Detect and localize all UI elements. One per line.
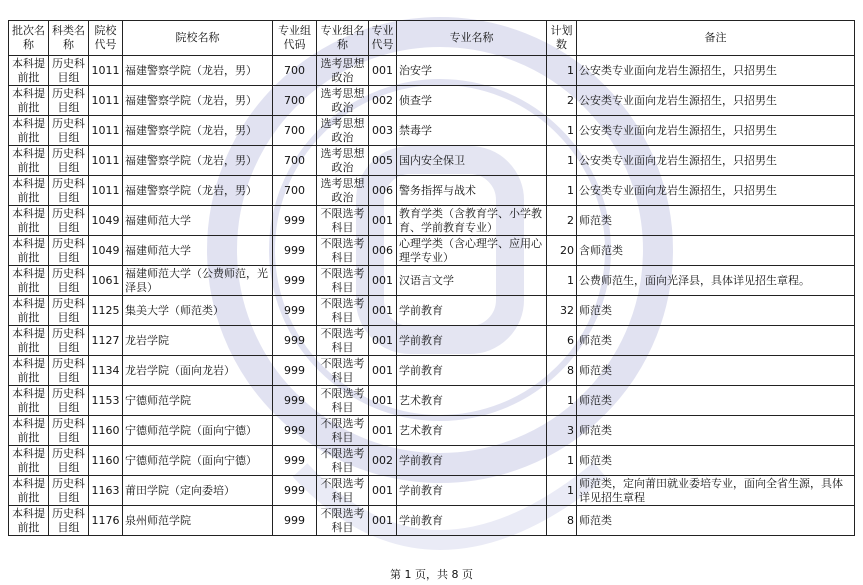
table-row	[9, 116, 855, 146]
remark-cell: 师范类	[577, 446, 855, 476]
remark-cell: 公安类专业面向龙岩生源招生，只招男生	[577, 146, 855, 176]
school-name-cell: 福建警察学院（龙岩，男）	[123, 146, 273, 176]
batch-cell: 本科提前批	[9, 56, 49, 86]
remark-cell: 师范类	[577, 206, 855, 236]
major-code-cell: 001	[369, 296, 397, 326]
school-code-cell: 1163	[89, 476, 123, 506]
remark-cell: 师范类	[577, 326, 855, 356]
major-code-cell: 001	[369, 266, 397, 296]
table-row	[9, 296, 855, 326]
plan-cell: 6	[547, 326, 577, 356]
admission-plan-table	[8, 20, 855, 536]
batch-cell: 本科提前批	[9, 266, 49, 296]
plan-cell: 1	[547, 116, 577, 146]
batch-cell: 本科提前批	[9, 116, 49, 146]
batch-cell: 本科提前批	[9, 236, 49, 266]
subject-cell: 历史科目组	[49, 386, 89, 416]
batch-cell: 本科提前批	[9, 206, 49, 236]
group-name-cell: 不限选考科目	[317, 446, 369, 476]
school-name-cell: 宁德师范学院	[123, 386, 273, 416]
batch-cell: 本科提前批	[9, 446, 49, 476]
table-row	[9, 386, 855, 416]
school-name-cell: 福建师范大学	[123, 206, 273, 236]
school-code-cell: 1011	[89, 146, 123, 176]
major-name-cell: 艺术教育	[397, 386, 547, 416]
group-code-cell: 999	[273, 386, 317, 416]
group-name-cell: 选考思想政治	[317, 56, 369, 86]
plan-cell: 32	[547, 296, 577, 326]
major-code-cell: 001	[369, 386, 397, 416]
group-name-cell: 不限选考科目	[317, 386, 369, 416]
school-code-cell: 1011	[89, 56, 123, 86]
plan-cell: 1	[547, 266, 577, 296]
major-code-cell: 001	[369, 476, 397, 506]
group-code-cell: 999	[273, 506, 317, 536]
school-code-cell: 1011	[89, 176, 123, 206]
group-code-cell: 999	[273, 356, 317, 386]
school-name-cell: 龙岩学院（面向龙岩）	[123, 356, 273, 386]
batch-cell: 本科提前批	[9, 386, 49, 416]
plan-cell: 3	[547, 416, 577, 446]
major-name-cell: 禁毒学	[397, 116, 547, 146]
header-remark: 备注	[577, 21, 855, 56]
group-name-cell: 不限选考科目	[317, 506, 369, 536]
header-group-code: 专业组代码	[273, 21, 317, 56]
group-code-cell: 999	[273, 236, 317, 266]
subject-cell: 历史科目组	[49, 86, 89, 116]
school-name-cell: 宁德师范学院（面向宁德）	[123, 446, 273, 476]
table-row	[9, 56, 855, 86]
school-code-cell: 1160	[89, 416, 123, 446]
major-name-cell: 治安学	[397, 56, 547, 86]
table-row	[9, 416, 855, 446]
subject-cell: 历史科目组	[49, 446, 89, 476]
school-name-cell: 宁德师范学院（面向宁德）	[123, 416, 273, 446]
major-name-cell: 国内安全保卫	[397, 146, 547, 176]
group-name-cell: 不限选考科目	[317, 296, 369, 326]
group-code-cell: 999	[273, 476, 317, 506]
subject-cell: 历史科目组	[49, 56, 89, 86]
school-name-cell: 福建师范大学	[123, 236, 273, 266]
major-code-cell: 001	[369, 326, 397, 356]
plan-cell: 1	[547, 146, 577, 176]
major-code-cell: 003	[369, 116, 397, 146]
table-row	[9, 446, 855, 476]
group-name-cell: 不限选考科目	[317, 326, 369, 356]
school-name-cell: 莆田学院（定向委培）	[123, 476, 273, 506]
batch-cell: 本科提前批	[9, 416, 49, 446]
major-code-cell: 002	[369, 86, 397, 116]
school-code-cell: 1061	[89, 266, 123, 296]
remark-cell: 师范类	[577, 296, 855, 326]
table-header-row	[9, 21, 855, 56]
remark-cell: 公费师范生，面向光泽县，具体详见招生章程。	[577, 266, 855, 296]
group-name-cell: 不限选考科目	[317, 266, 369, 296]
school-name-cell: 福建警察学院（龙岩，男）	[123, 56, 273, 86]
school-code-cell: 1049	[89, 206, 123, 236]
remark-cell: 师范类	[577, 356, 855, 386]
header-group-name: 专业组名称	[317, 21, 369, 56]
major-name-cell: 侦查学	[397, 86, 547, 116]
header-major-name: 专业名称	[397, 21, 547, 56]
subject-cell: 历史科目组	[49, 356, 89, 386]
group-name-cell: 不限选考科目	[317, 356, 369, 386]
school-code-cell: 1011	[89, 116, 123, 146]
group-name-cell: 不限选考科目	[317, 236, 369, 266]
subject-cell: 历史科目组	[49, 326, 89, 356]
school-code-cell: 1160	[89, 446, 123, 476]
remark-cell: 公安类专业面向龙岩生源招生，只招男生	[577, 86, 855, 116]
remark-cell: 师范类，定向莆田就业委培专业，面向全省生源，具体详见招生章程	[577, 476, 855, 506]
remark-cell: 公安类专业面向龙岩生源招生，只招男生	[577, 56, 855, 86]
school-name-cell: 龙岩学院	[123, 326, 273, 356]
batch-cell: 本科提前批	[9, 326, 49, 356]
major-code-cell: 002	[369, 446, 397, 476]
school-name-cell: 泉州师范学院	[123, 506, 273, 536]
plan-cell: 1	[547, 476, 577, 506]
school-code-cell: 1011	[89, 86, 123, 116]
batch-cell: 本科提前批	[9, 296, 49, 326]
group-code-cell: 700	[273, 56, 317, 86]
major-name-cell: 艺术教育	[397, 416, 547, 446]
subject-cell: 历史科目组	[49, 296, 89, 326]
major-name-cell: 汉语言文学	[397, 266, 547, 296]
school-name-cell: 福建警察学院（龙岩，男）	[123, 86, 273, 116]
table-row	[9, 86, 855, 116]
group-code-cell: 700	[273, 86, 317, 116]
table-row	[9, 146, 855, 176]
plan-cell: 1	[547, 176, 577, 206]
table-row	[9, 476, 855, 506]
batch-cell: 本科提前批	[9, 356, 49, 386]
table-row	[9, 326, 855, 356]
major-name-cell: 警务指挥与战术	[397, 176, 547, 206]
remark-cell: 师范类	[577, 506, 855, 536]
group-name-cell: 不限选考科目	[317, 416, 369, 446]
header-school-name: 院校名称	[123, 21, 273, 56]
plan-cell: 1	[547, 386, 577, 416]
table-row	[9, 266, 855, 296]
plan-cell: 1	[547, 446, 577, 476]
major-code-cell: 001	[369, 356, 397, 386]
batch-cell: 本科提前批	[9, 476, 49, 506]
group-name-cell: 选考思想政治	[317, 146, 369, 176]
school-code-cell: 1049	[89, 236, 123, 266]
major-code-cell: 001	[369, 206, 397, 236]
school-code-cell: 1127	[89, 326, 123, 356]
school-code-cell: 1176	[89, 506, 123, 536]
school-code-cell: 1125	[89, 296, 123, 326]
plan-cell: 2	[547, 86, 577, 116]
major-code-cell: 005	[369, 146, 397, 176]
major-name-cell: 学前教育	[397, 506, 547, 536]
table-row	[9, 356, 855, 386]
school-name-cell: 福建师范大学（公费师范，光泽县）	[123, 266, 273, 296]
remark-cell: 师范类	[577, 416, 855, 446]
group-code-cell: 999	[273, 206, 317, 236]
header-batch: 批次名称	[9, 21, 49, 56]
group-name-cell: 选考思想政治	[317, 86, 369, 116]
group-name-cell: 选考思想政治	[317, 176, 369, 206]
subject-cell: 历史科目组	[49, 266, 89, 296]
major-code-cell: 001	[369, 56, 397, 86]
remark-cell: 公安类专业面向龙岩生源招生，只招男生	[577, 116, 855, 146]
group-code-cell: 700	[273, 116, 317, 146]
school-name-cell: 福建警察学院（龙岩，男）	[123, 176, 273, 206]
group-name-cell: 不限选考科目	[317, 206, 369, 236]
major-name-cell: 学前教育	[397, 356, 547, 386]
plan-cell: 8	[547, 356, 577, 386]
subject-cell: 历史科目组	[49, 236, 89, 266]
subject-cell: 历史科目组	[49, 146, 89, 176]
batch-cell: 本科提前批	[9, 146, 49, 176]
batch-cell: 本科提前批	[9, 86, 49, 116]
major-code-cell: 001	[369, 506, 397, 536]
subject-cell: 历史科目组	[49, 116, 89, 146]
group-code-cell: 700	[273, 176, 317, 206]
school-code-cell: 1153	[89, 386, 123, 416]
remark-cell: 公安类专业面向龙岩生源招生，只招男生	[577, 176, 855, 206]
group-code-cell: 999	[273, 416, 317, 446]
major-name-cell: 学前教育	[397, 476, 547, 506]
major-code-cell: 001	[369, 416, 397, 446]
header-major-code: 专业代号	[369, 21, 397, 56]
plan-cell: 1	[547, 56, 577, 86]
table-row	[9, 236, 855, 266]
major-name-cell: 学前教育	[397, 296, 547, 326]
batch-cell: 本科提前批	[9, 176, 49, 206]
table-row	[9, 176, 855, 206]
group-name-cell: 选考思想政治	[317, 116, 369, 146]
group-code-cell: 999	[273, 266, 317, 296]
header-school-code: 院校代号	[89, 21, 123, 56]
major-name-cell: 学前教育	[397, 326, 547, 356]
batch-cell: 本科提前批	[9, 506, 49, 536]
subject-cell: 历史科目组	[49, 416, 89, 446]
table-row	[9, 506, 855, 536]
subject-cell: 历史科目组	[49, 476, 89, 506]
plan-cell: 2	[547, 206, 577, 236]
header-subject: 科类名称	[49, 21, 89, 56]
school-code-cell: 1134	[89, 356, 123, 386]
major-name-cell: 心理学类（含心理学、应用心理学专业）	[397, 236, 547, 266]
group-code-cell: 999	[273, 296, 317, 326]
major-name-cell: 教育学类（含教育学、小学教育、学前教育专业）	[397, 206, 547, 236]
major-name-cell: 学前教育	[397, 446, 547, 476]
plan-cell: 8	[547, 506, 577, 536]
group-code-cell: 999	[273, 326, 317, 356]
major-code-cell: 006	[369, 236, 397, 266]
group-code-cell: 700	[273, 146, 317, 176]
subject-cell: 历史科目组	[49, 206, 89, 236]
group-name-cell: 不限选考科目	[317, 476, 369, 506]
page-footer: 第 1 页，共 8 页	[390, 568, 473, 581]
subject-cell: 历史科目组	[49, 176, 89, 206]
plan-cell: 20	[547, 236, 577, 266]
remark-cell: 含师范类	[577, 236, 855, 266]
subject-cell: 历史科目组	[49, 506, 89, 536]
remark-cell: 师范类	[577, 386, 855, 416]
table-row	[9, 206, 855, 236]
major-code-cell: 006	[369, 176, 397, 206]
school-name-cell: 集美大学（师范类）	[123, 296, 273, 326]
school-name-cell: 福建警察学院（龙岩，男）	[123, 116, 273, 146]
header-plan: 计划数	[547, 21, 577, 56]
group-code-cell: 999	[273, 446, 317, 476]
